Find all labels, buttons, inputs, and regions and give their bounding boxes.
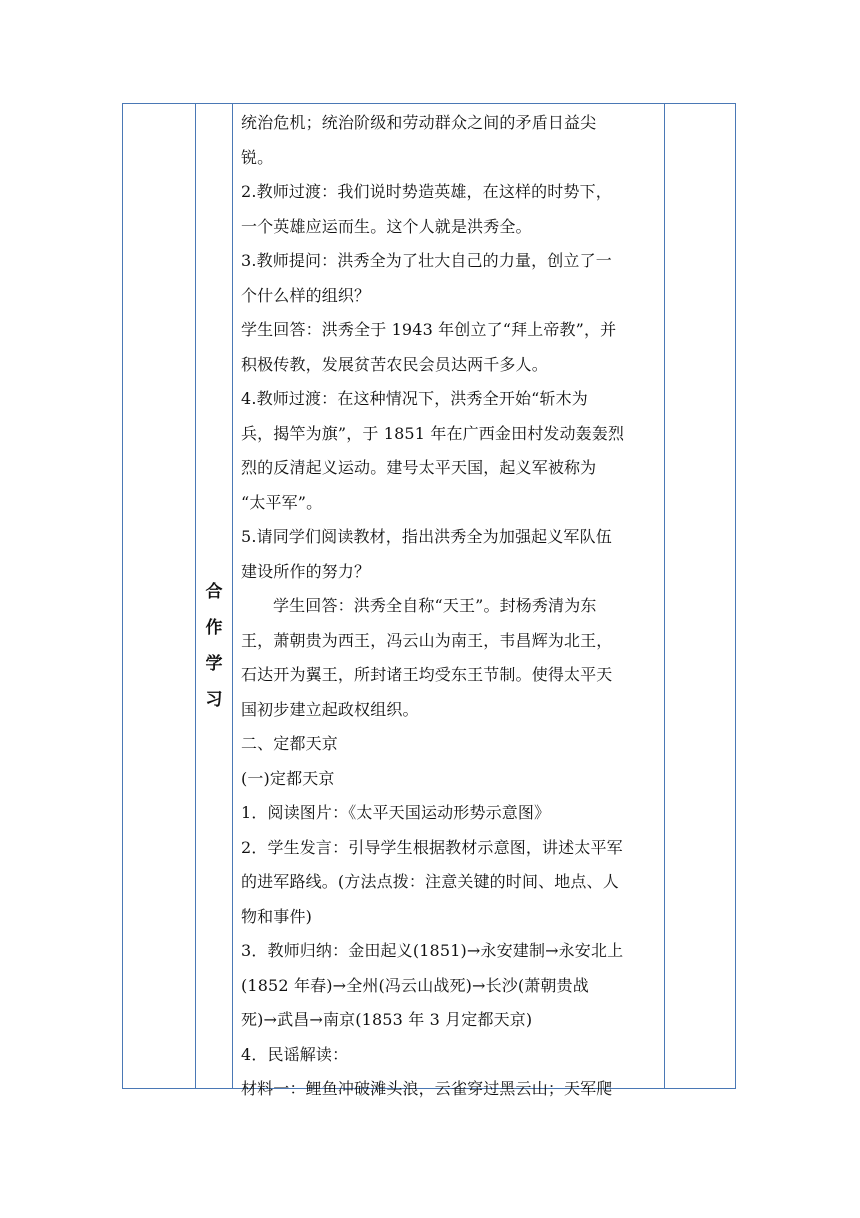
column-divider (232, 104, 233, 1088)
section-label-char: 作 (205, 618, 223, 638)
content-line: 2．学生发言：引导学生根据教材示意图，讲述太平军 (241, 837, 623, 857)
column-divider (195, 104, 196, 1088)
content-line: 5.请同学们阅读教材，指出洪秀全为加强起义军队伍 (241, 527, 612, 546)
content-line: 物和事件) (241, 906, 312, 926)
content-line: (一)定都天京 (241, 768, 335, 788)
content-line: 锐。 (241, 147, 274, 167)
content-line: 个什么样的组织？ (241, 285, 371, 305)
content-line: 3.教师提问：洪秀全为了壮大自己的力量，创立了一 (241, 251, 612, 270)
column-divider (664, 104, 665, 1088)
content-line: 1．阅读图片：《太平天国运动形势示意图》 (241, 803, 551, 822)
content-line: 二、定都天京 (241, 734, 338, 753)
content-line: 兵，揭竿为旗”，于 1851 年在广西金田村发动轰轰烈 (241, 423, 625, 443)
section-label-char: 合 (205, 582, 223, 602)
section-label-char: 习 (205, 690, 223, 710)
content-line: 学生回答：洪秀全于 1943 年创立了“拜上帝教”，并 (241, 320, 617, 339)
content-line: 4.教师过渡：在这种情况下，洪秀全开始“斩木为 (241, 389, 588, 408)
section-label-char: 学 (205, 654, 223, 674)
section-label-cooperative-learning (197, 574, 231, 718)
content-line: 烈的反清起义运动。建号太平天国，起义军被称为 (241, 458, 597, 477)
content-line: 积极传教，发展贫苦农民会员达两千多人。 (241, 354, 548, 374)
content-line: (1852 年春)→全州(冯云山战死)→长沙(萧朝贵战 (241, 975, 589, 995)
content-line: 死)→武昌→南京(1853 年 3 月定都天京) (241, 1010, 533, 1029)
content-line: “太平军”。 (241, 492, 323, 512)
content-line: 一个英雄应运而生。这个人就是洪秀全。 (241, 216, 532, 236)
content-line: 统治危机；统治阶级和劳动群众之间的矛盾日益尖 (241, 113, 597, 132)
content-line: 2.教师过渡：我们说时势造英雄，在这样的时势下， (241, 182, 612, 201)
content-line: 的进军路线。(方法点拨：注意关键的时间、地点、人 (241, 872, 619, 891)
content-line: 国初步建立起政权组织。 (241, 699, 419, 719)
content-line: 学生回答：洪秀全自称“天王”。封杨秀清为东 (273, 596, 597, 615)
lesson-content (241, 106, 661, 1107)
content-line: 材料一：鲤鱼冲破滩头浪，云雀穿过黑云山；天军爬 (241, 1079, 613, 1098)
lesson-plan-table (122, 103, 736, 1098)
content-line: 石达开为翼王，所封诸王均受东王节制。使得太平天 (241, 665, 613, 684)
content-line: 王，萧朝贵为西王，冯云山为南王，韦昌辉为北王， (241, 630, 613, 650)
content-line: 建设所作的努力？ (241, 561, 371, 581)
content-line: 3．教师归纳：金田起义(1851)→永安建制→永安北上 (241, 941, 624, 960)
content-line: 4．民谣解读： (241, 1044, 349, 1064)
